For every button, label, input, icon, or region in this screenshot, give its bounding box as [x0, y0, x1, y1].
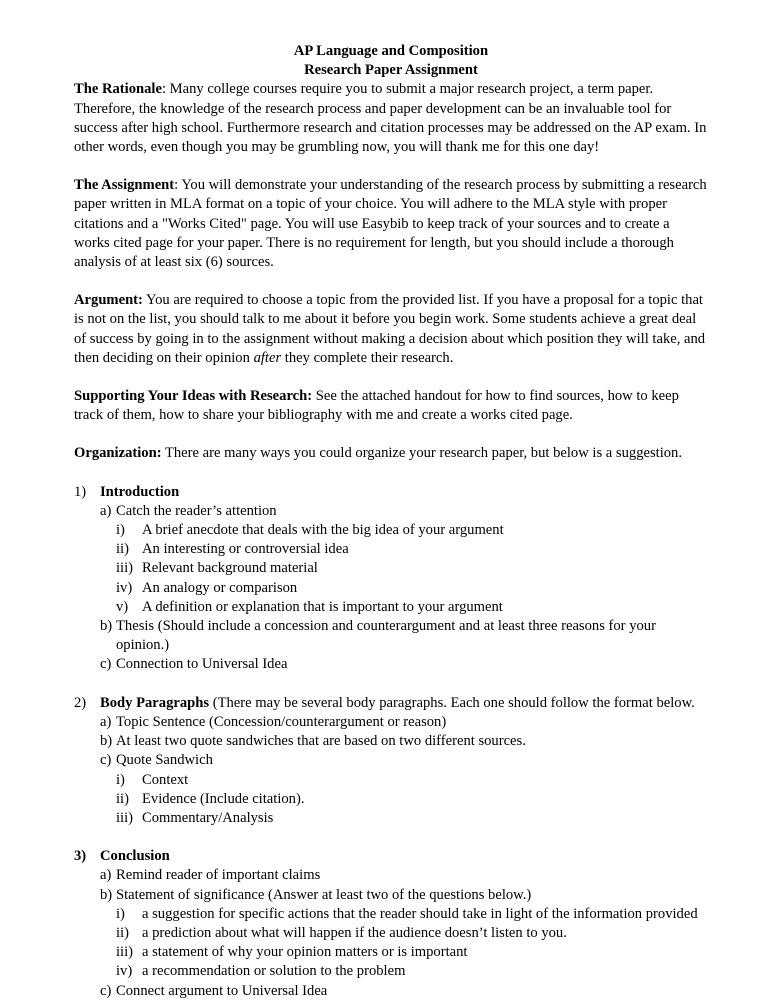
- outline-heading-note: (There may be several body paragraphs. Each one should follow the format below.: [209, 694, 695, 711]
- assignment-text: : You will demonstrate your understanding of the research process by submitting a research paper written in MLA format on a topic of your choice. You will adhere to the MLA style with proper citations and a "Works Cited" page. You will use Easybib to keep track of your sources and to create a works cited page for your paper. There is no requirement for length, but you should include a thorough analysis of at least six (6) sources.: [74, 177, 707, 271]
- outline-number: 1): [74, 483, 87, 500]
- outline-roman: ii): [116, 924, 129, 941]
- argument-paragraph: [74, 291, 708, 368]
- outline-text: Quote Sandwich: [116, 752, 213, 769]
- outline-heading: Conclusion: [100, 848, 170, 865]
- outline-subitem: [74, 598, 708, 617]
- outline-letter: b): [100, 618, 113, 635]
- organization-paragraph: [74, 444, 708, 463]
- outline-item: [74, 713, 708, 732]
- outline-item: [74, 655, 708, 674]
- outline-item: [74, 751, 708, 770]
- outline-item: [74, 694, 708, 713]
- outline-text: Catch the reader’s attention: [116, 502, 277, 519]
- outline-subitem: [74, 962, 708, 981]
- outline-text: Statement of significance (Answer at least two of the questions below.): [116, 886, 532, 903]
- outline-heading: Introduction: [100, 483, 180, 500]
- outline-roman: i): [116, 522, 125, 539]
- outline-roman: iii): [116, 809, 134, 826]
- outline-text: Remind reader of important claims: [116, 867, 321, 884]
- outline-item: [74, 982, 708, 1001]
- outline-conclusion: [74, 847, 708, 1001]
- outline-number: 3): [74, 848, 87, 865]
- outline-item: [74, 866, 708, 885]
- outline-text: An interesting or controversial idea: [142, 541, 349, 558]
- outline-subitem: [74, 559, 708, 578]
- outline-text: a statement of why your opinion matters or is important: [142, 944, 468, 961]
- outline-text: Connect argument to Universal Idea: [116, 982, 328, 999]
- outline-text: a prediction about what will happen if the audience doesn’t listen to you.: [142, 924, 567, 941]
- outline-letter: a): [100, 713, 112, 730]
- outline-roman: v): [116, 598, 129, 615]
- argument-text-after: they complete their research.: [281, 349, 454, 366]
- rationale-label: The Rationale: [74, 81, 162, 98]
- outline-letter: b): [100, 733, 113, 750]
- outline-text: An analogy or comparison: [142, 579, 298, 596]
- doc-title: AP Language and Composition: [293, 43, 489, 59]
- assignment-label: The Assignment: [74, 177, 175, 194]
- outline-roman: iv): [116, 579, 133, 596]
- outline-subitem: [74, 790, 708, 809]
- outline-number: 2): [74, 694, 87, 711]
- outline-roman: iii): [116, 560, 134, 577]
- outline-letter: c): [100, 752, 112, 769]
- outline-roman: i): [116, 905, 125, 922]
- outline-letter: b): [100, 886, 113, 903]
- outline-roman: ii): [116, 541, 129, 558]
- rationale-text: : Many college courses require you to submit a major research project, a term paper. Therefore, the knowledge of the research process and paper development can be an invaluable tool for success after high school. Furthermore research and citation processes may be addressed on the AP exam. In other words, even though you may be grumbling now, you will thank me for this one day!: [74, 81, 707, 156]
- outline-item: [74, 732, 708, 751]
- argument-italic: after: [253, 349, 282, 366]
- outline-item: [74, 502, 708, 521]
- rationale-paragraph: [74, 80, 708, 157]
- outline-item: [74, 483, 708, 502]
- supporting-text: See the attached handout for how to find sources, how to keep track of them, how to share your bibliography with me and create a works cited page.: [74, 388, 679, 424]
- outline-text: Context: [142, 771, 189, 788]
- outline-subitem: [74, 809, 708, 828]
- outline-text: Connection to Universal Idea: [116, 656, 288, 673]
- outline-roman: ii): [116, 790, 129, 807]
- outline-subitem: [74, 521, 708, 540]
- outline-letter: a): [100, 867, 112, 884]
- outline-text: A brief anecdote that deals with the big idea of your argument: [142, 522, 504, 539]
- outline-subitem: [74, 905, 708, 924]
- outline-letter: a): [100, 502, 112, 519]
- organization-text: There are many ways you could organize your research paper, but below is a suggestion.: [161, 445, 682, 462]
- outline-text: Thesis (Should include a concession and counterargument and at least three reasons for your opinion.): [116, 618, 656, 654]
- outline-item: [74, 617, 708, 655]
- outline-letter: c): [100, 656, 112, 673]
- outline-heading: Body Paragraphs: [100, 694, 210, 711]
- outline-subitem: [74, 771, 708, 790]
- outline-text: Relevant background material: [142, 560, 318, 577]
- doc-subtitle: Research Paper Assignment: [304, 62, 478, 79]
- outline-item: [74, 847, 708, 866]
- argument-label: Argument:: [74, 292, 143, 309]
- assignment-paragraph: [74, 176, 708, 272]
- outline-text: A definition or explanation that is important to your argument: [142, 598, 503, 615]
- outline-subitem: [74, 540, 708, 559]
- outline-text: Commentary/Analysis: [142, 809, 274, 826]
- outline-letter: c): [100, 982, 112, 999]
- outline-body-paragraphs: [74, 694, 708, 828]
- outline-text: At least two quote sandwiches that are based on two different sources.: [116, 733, 526, 750]
- outline-roman: iii): [116, 944, 134, 961]
- outline-item: [74, 886, 708, 905]
- outline-text: Topic Sentence (Concession/counterargument or reason): [116, 713, 447, 730]
- argument-text-before: You are required to choose a topic from the provided list. If you have a proposal for a topic that is not on the list, you should talk to me about it before you begin work. Some students achieve a great deal of success by going in to the assignment without making a decision about which position they will take, and then deciding on their opinion: [74, 292, 706, 366]
- outline-text: Evidence (Include citation).: [142, 790, 305, 807]
- outline-subitem: [74, 943, 708, 962]
- organization-label: Organization:: [74, 445, 162, 462]
- outline-introduction: [74, 483, 708, 675]
- supporting-paragraph: [74, 387, 708, 425]
- supporting-label: Supporting Your Ideas with Research:: [74, 388, 313, 405]
- outline-text: a suggestion for specific actions that the reader should take in light of the information provided: [142, 905, 698, 922]
- outline-roman: iv): [116, 963, 133, 980]
- outline-text: a recommendation or solution to the problem: [142, 963, 406, 980]
- outline-roman: i): [116, 771, 125, 788]
- outline-subitem: [74, 924, 708, 943]
- outline-subitem: [74, 579, 708, 598]
